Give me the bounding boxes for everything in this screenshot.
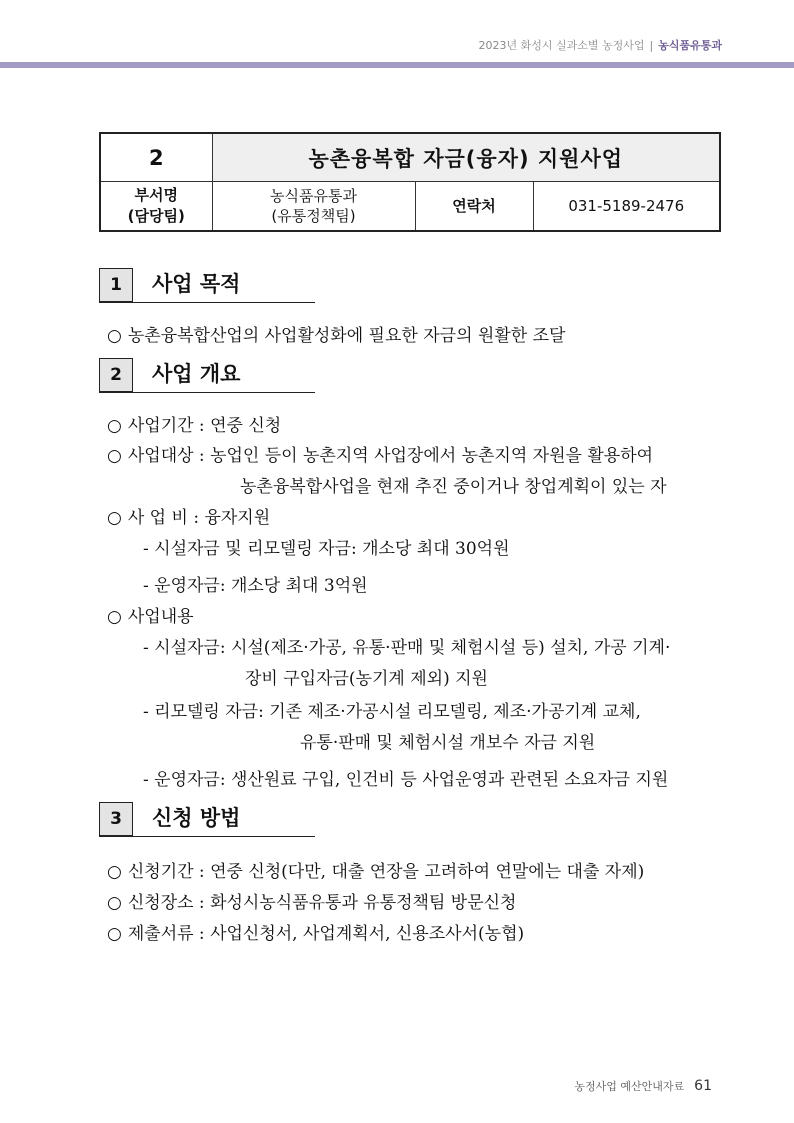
bullet-circle: ○ xyxy=(107,446,122,466)
overview-period-text: 사업기간 : 연중 신청 xyxy=(127,416,282,436)
overview-content-item xyxy=(107,605,194,629)
project-title: 농촌융복합 자금(융자) 지원사업 xyxy=(212,133,720,182)
overview-period-item xyxy=(107,414,281,438)
apply-place-item xyxy=(107,891,516,915)
dept-value: 농식품유통과 xyxy=(270,187,357,205)
project-number: 2 xyxy=(100,133,212,182)
footer-label: 농정사업 예산안내자료 xyxy=(574,1080,685,1093)
section-heading-overview xyxy=(99,358,315,393)
bullet-circle: ○ xyxy=(107,924,122,944)
dept-label-cell xyxy=(100,182,212,232)
overview-target-text: 사업대상 : 농업인 등이 농촌지역 사업장에서 농촌지역 자원을 활용하여 xyxy=(127,446,654,466)
header-separator: | xyxy=(649,39,654,52)
content-sub-remodeling: - 리모델링 자금: 기존 제조·가공시설 리모델링, 제조·가공기계 교체, xyxy=(143,702,641,722)
overview-cost-item xyxy=(107,506,270,530)
header-department: 농식품유통과 xyxy=(658,39,722,52)
apply-period-text: 신청기간 : 연중 신청(다만, 대출 연장을 고려하여 연말에는 대출 자제) xyxy=(127,862,645,882)
bullet-circle: ○ xyxy=(107,862,122,882)
apply-period-item xyxy=(107,860,644,884)
bullet-circle: ○ xyxy=(107,326,122,346)
overview-content-text: 사업내용 xyxy=(127,607,194,627)
page-number: 61 xyxy=(694,1078,712,1094)
section-number: 2 xyxy=(99,358,133,392)
bullet-circle: ○ xyxy=(107,893,122,913)
content-sub-facility-continuation: 장비 구입자금(농기계 제외) 지원 xyxy=(245,669,488,689)
page-footer xyxy=(574,1078,712,1094)
dept-value-cell xyxy=(212,182,415,232)
section-number: 1 xyxy=(99,268,133,302)
section-title: 신청 방법 xyxy=(152,806,241,830)
team-label: (담당팀) xyxy=(127,207,185,225)
running-header xyxy=(479,37,722,53)
overview-cost-text: 사 업 비 : 융자지원 xyxy=(127,508,271,528)
header-doc-title: 2023년 화성시 실과소별 농정사업 xyxy=(478,39,645,52)
section-title: 사업 개요 xyxy=(152,362,241,386)
dept-label: 부서명 xyxy=(134,186,178,204)
section-title: 사업 목적 xyxy=(152,272,241,296)
purpose-item xyxy=(107,324,565,348)
apply-docs-text: 제출서류 : 사업신청서, 사업계획서, 신용조사서(농협) xyxy=(127,924,525,944)
overview-target-continuation: 농촌융복합사업을 현재 추진 중이거나 창업계획이 있는 자 xyxy=(240,477,667,497)
content-sub-facility: - 시설자금: 시설(제조·가공, 유통·판매 및 체험시설 등) 설치, 가공 기계· xyxy=(143,638,671,658)
contact-value: 031-5189-2476 xyxy=(533,182,720,232)
content-sub-operating: - 운영자금: 생산원료 구입, 인건비 등 사업운영과 관련된 소요자금 지원 xyxy=(143,770,669,790)
project-info-table xyxy=(99,132,721,232)
overview-target-item xyxy=(107,444,653,468)
cost-sub-operating: - 운영자금: 개소당 최대 3억원 xyxy=(143,576,368,596)
apply-place-text: 신청장소 : 화성시농식품유통과 유통정책팀 방문신청 xyxy=(127,893,517,913)
table-dept-row xyxy=(100,182,720,232)
bullet-circle: ○ xyxy=(107,508,122,528)
section-heading-purpose xyxy=(99,268,315,303)
section-heading-application xyxy=(99,802,315,837)
content-sub-remodeling-continuation: 유통·판매 및 체험시설 개보수 자금 지원 xyxy=(300,733,596,753)
cost-sub-facility: - 시설자금 및 리모델링 자금: 개소당 최대 30억원 xyxy=(143,539,510,559)
bullet-circle: ○ xyxy=(107,416,122,436)
apply-docs-item xyxy=(107,922,524,946)
table-title-row xyxy=(100,133,720,182)
team-value: (유통정책팀) xyxy=(271,207,356,225)
contact-label: 연락처 xyxy=(415,182,533,232)
header-divider-bar xyxy=(0,62,794,68)
bullet-circle: ○ xyxy=(107,607,122,627)
section-number: 3 xyxy=(99,802,133,836)
purpose-text: 농촌융복합산업의 사업활성화에 필요한 자금의 원활한 조달 xyxy=(127,326,566,346)
